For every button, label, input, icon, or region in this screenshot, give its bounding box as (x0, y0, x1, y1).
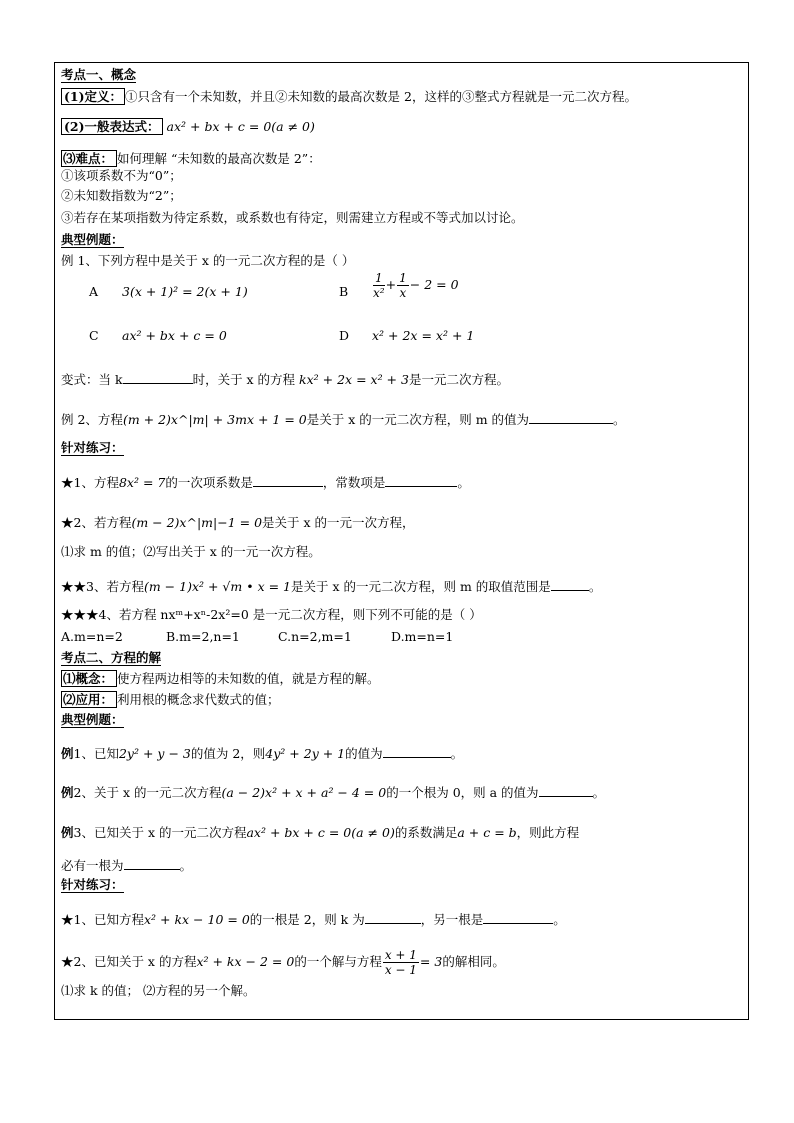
practice-2-row (61, 515, 415, 531)
examples-label: 典型例题： (61, 232, 124, 247)
difficulty-row (61, 150, 321, 167)
difficulty-point-3: ③若存在某项指数为待定系数，或系数也有待定，则需建立方程或不等式加以讨论。 (61, 210, 524, 225)
definition-text-c: ③整式方程就是一元二次方程。 (461, 89, 637, 104)
practice-label-row-1 (61, 440, 124, 456)
variant-text-a: 变式：当 k (61, 372, 123, 387)
practice-2-formula: (m − 2)x^|m|−1 = 0 (131, 515, 263, 530)
example-2-text-c: 。 (613, 412, 626, 427)
section2-example-3-line-2 (61, 857, 192, 874)
practice-3-text-c: 。 (588, 579, 602, 594)
practice-1-formula: 8x² = 7 (118, 475, 166, 490)
section2-example-1-formula-2: 4y² + 2y + 1 (265, 746, 346, 761)
practice-3-row (61, 578, 601, 595)
answer-blank[interactable] (529, 411, 613, 424)
definition-text-b: ②未知数的最高次数是 2，这样的 (275, 89, 462, 104)
answer-blank[interactable] (385, 474, 457, 487)
examples-label-row-2 (61, 712, 124, 728)
section2-practice-1-text-c: ，另一根是 (420, 912, 484, 927)
difficulty-point-1: ①该项系数不为“0”； (61, 168, 182, 183)
apply-row (61, 691, 280, 708)
worksheet-frame (54, 62, 749, 1020)
fraction-numerator: 1 (375, 271, 383, 285)
option-d-formula: x² + 2x = x² + 1 (372, 328, 475, 343)
practice-1-text-b: 的一次项系数是 (165, 475, 253, 490)
practice-2-text-a: ★2、若方程 (61, 515, 132, 530)
section2-practice-1-row (61, 911, 566, 928)
example-prefix: 例 (61, 825, 74, 840)
practice-2-text-b: 是关于 x 的一元一次方程， (262, 515, 415, 530)
fraction-one-over-x-squared (373, 271, 385, 300)
fraction-denominator: x (399, 286, 407, 300)
concept-text: 使方程两边相等的未知数的值，就是方程的解。 (117, 671, 380, 686)
examples-label-row-1 (61, 232, 124, 248)
difficulty-point-2: ②未知数指数为“2”； (61, 188, 182, 203)
variant-text-b: 时，关于 x 的方程 (192, 372, 296, 387)
practice-3-text-a: ★★3、若方程 (61, 579, 144, 594)
general-form-label: (2)一般表达式： (61, 118, 163, 135)
example-2-formula: (m + 2)x^|m| + 3mx + 1 = 0 (122, 412, 307, 427)
section2-example-1-text-c: 的值为 (345, 746, 383, 761)
practice-3-formula: (m − 1)x² + √m • x = 1 (143, 579, 291, 594)
fraction-denominator: x² (373, 286, 385, 300)
general-form-row (61, 118, 315, 135)
section2-practice-1-formula: x² + kx − 10 = 0 (143, 912, 250, 927)
section2-example-1-row (61, 745, 463, 762)
example-prefix: 例 (61, 746, 74, 761)
fraction-x-plus-1-over-x-minus-1 (383, 948, 419, 977)
answer-blank[interactable] (124, 857, 180, 870)
example-2-row (61, 411, 626, 428)
answer-blank[interactable] (551, 578, 589, 591)
section2-example-3-line2-text-a: 必有一根为 (61, 858, 124, 873)
section2-example-3-text-a: 3、已知关于 x 的一元二次方程 (73, 825, 247, 840)
practice-1-text-c: ，常数项是 (322, 475, 386, 490)
variant-formula: kx² + 2x = x² + 3 (299, 372, 409, 387)
definition-row (61, 88, 637, 105)
option-c-letter: C (89, 328, 99, 343)
section2-practice-1-text-a: ★1、已知方程 (61, 912, 144, 927)
fraction-numerator: x + 1 (384, 948, 417, 962)
answer-blank[interactable] (539, 784, 593, 797)
section2-practice-2-text-d: 的解相同。 (442, 954, 505, 969)
section2-example-3-text-b: 的系数满足 (394, 825, 458, 840)
practice-1-text-a: ★1、方程 (61, 475, 119, 490)
option-b-letter: B (339, 284, 349, 299)
practice-label-row-2 (61, 877, 124, 893)
section2-practice-2-text-b: 的一个解与方程 (294, 954, 382, 969)
option-b-formula (372, 271, 459, 300)
examples-label: 典型例题： (61, 712, 124, 727)
fraction-denominator: x − 1 (384, 963, 417, 977)
example-2-text-a: 例 2、方程 (61, 412, 123, 427)
example-1-question: 例 1、下列方程中是关于 x 的一元二次方程的是（ ） (61, 253, 355, 268)
practice-4-option-d: D.m=n=1 (391, 629, 454, 644)
answer-blank[interactable] (253, 474, 323, 487)
example-prefix: 例 (61, 785, 74, 800)
option-a-letter: A (89, 284, 99, 299)
practice-1-text-d: 。 (457, 475, 470, 490)
practice-4-option-a: A.m=n=2 (61, 629, 123, 644)
variant-row (61, 371, 509, 388)
difficulty-label: ⑶难点： (61, 150, 117, 167)
practice-1-row (61, 474, 470, 491)
section2-practice-2-subquestions: ⑴求 k 的值； ⑵方程的另一个解。 (61, 983, 256, 998)
practice-2-subquestions: ⑴求 m 的值；⑵写出关于 x 的一元一次方程。 (61, 544, 321, 559)
variant-text-c: 是一元二次方程。 (408, 372, 509, 387)
option-a-formula: 3(x + 1)² = 2(x + 1) (122, 284, 248, 299)
section2-title-row (61, 650, 161, 666)
answer-blank[interactable] (483, 911, 553, 924)
apply-text: 利用根的概念求代数式的值； (117, 692, 280, 707)
practice-label: 针对练习： (61, 440, 124, 455)
section2-example-1-formula-1: 2y² + y − 3 (118, 746, 191, 761)
section2-practice-1-text-d: 。 (553, 912, 566, 927)
general-form-formula: ax² + bx + c = 0(a ≠ 0) (166, 119, 315, 134)
section2-example-1-text-d: 。 (450, 746, 464, 761)
section2-practice-2-text-a: ★2、已知关于 x 的方程 (61, 954, 197, 969)
section2-practice-1-text-b: 的一根是 2，则 k 为 (249, 912, 365, 927)
answer-blank[interactable] (365, 911, 421, 924)
apply-label: ⑵应用： (61, 691, 117, 708)
option-d-letter: D (339, 328, 350, 343)
fraction-numerator: 1 (399, 271, 407, 285)
section2-example-3-formula-2: a + c = b (457, 825, 517, 840)
section2-practice-2-row (61, 948, 505, 977)
section2-example-1-text-a: 1、已知 (73, 746, 119, 761)
practice-4-question: ★★★4、若方程 nxᵐ+xⁿ-2x²=0 是一元二次方程，则下列不可能的是（ ） (61, 607, 482, 622)
section2-example-2-formula: (a − 2)x² + x + a² − 4 = 0 (221, 785, 387, 800)
section2-practice-2-formula: x² + kx − 2 = 0 (196, 954, 295, 969)
practice-4-option-c: C.n=2,m=1 (278, 629, 352, 644)
option-c-formula: ax² + bx + c = 0 (122, 328, 227, 343)
section2-example-3-formula: ax² + bx + c = 0(a ≠ 0) (246, 825, 395, 840)
section2-example-3-row (61, 825, 579, 841)
section2-example-2-text-b: 的一个根为 0，则 a 的值为 (386, 785, 539, 800)
practice-3-text-b: 是关于 x 的一元二次方程，则 m 的取值范围是 (291, 579, 551, 594)
option-b-tail: − 2 = 0 (409, 277, 459, 292)
section1-title-row (61, 67, 136, 83)
section2-example-2-text-a: 2、关于 x 的一元二次方程 (73, 785, 222, 800)
plus-sign: + (385, 277, 397, 292)
difficulty-text: 如何理解 “未知数的最高次数是 2”： (117, 151, 321, 166)
concept-row (61, 670, 380, 687)
section2-example-3-line2-text-b: 。 (179, 858, 193, 873)
fraction-one-over-x (397, 271, 409, 300)
section2-practice-2-equals: = 3 (419, 954, 443, 969)
section2-example-2-row (61, 784, 605, 801)
section2-example-2-text-c: 。 (592, 785, 606, 800)
practice-4-option-b: B.m=2,n=1 (166, 629, 240, 644)
practice-label: 针对练习： (61, 877, 124, 892)
definition-label: (1)定义： (61, 88, 125, 105)
section1-title: 考点一、概念 (61, 67, 137, 82)
section2-example-3-text-c: ，则此方程 (516, 825, 580, 840)
definition-text-a: ①只含有一个未知数，并且 (125, 89, 276, 104)
example-2-text-b: 是关于 x 的一元二次方程，则 m 的值为 (306, 412, 530, 427)
answer-blank[interactable] (123, 371, 193, 384)
section2-title: 考点二、方程的解 (61, 650, 162, 665)
section2-example-1-text-b: 的值为 2，则 (190, 746, 266, 761)
answer-blank[interactable] (383, 745, 451, 758)
concept-label: ⑴概念： (61, 670, 117, 687)
